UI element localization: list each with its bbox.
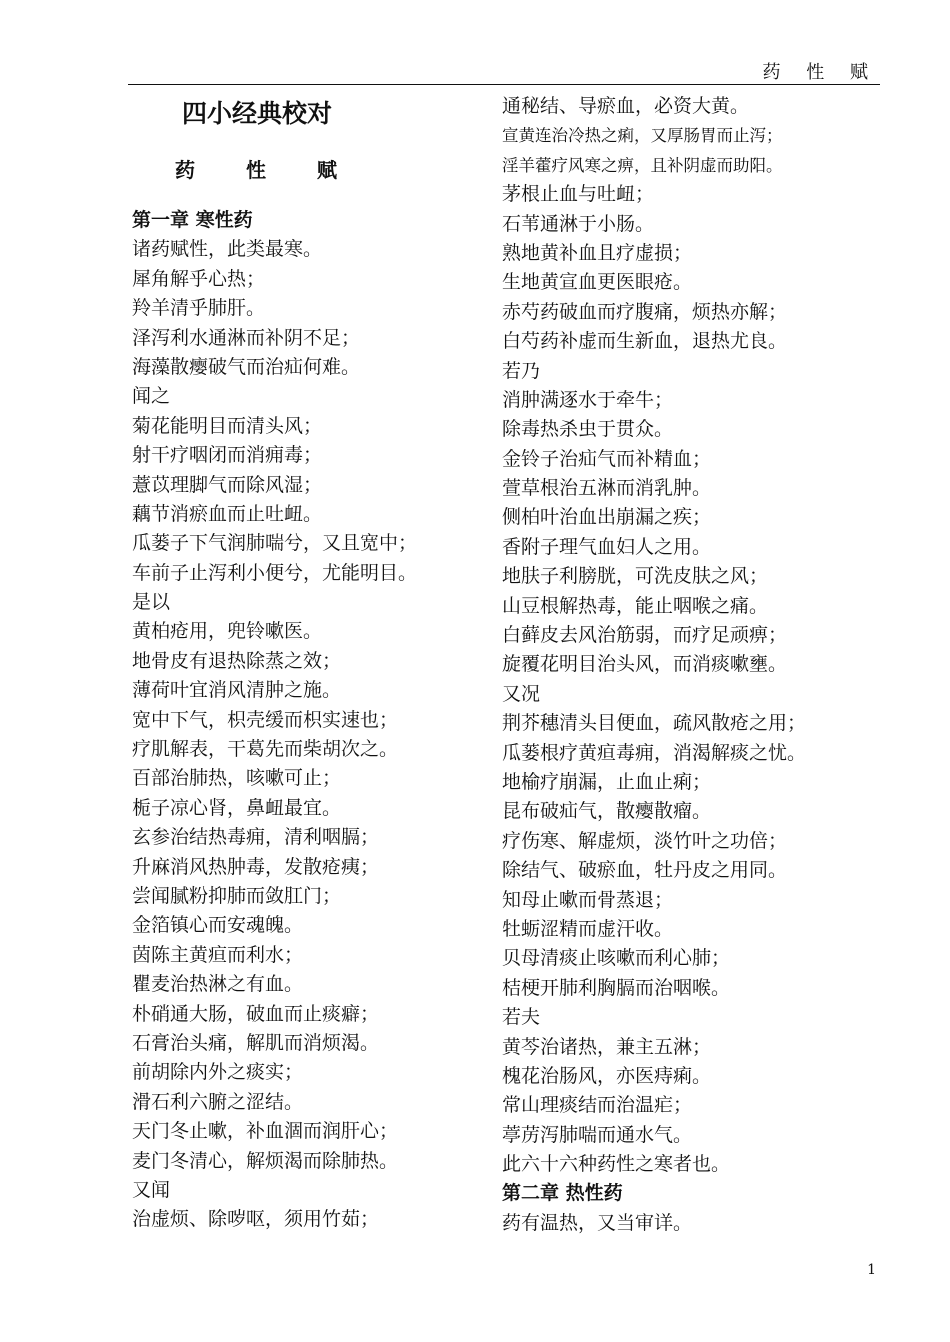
text-line: 石苇通淋于小肠。 bbox=[502, 212, 655, 235]
text-line: 除毒热杀虫于贯众。 bbox=[502, 418, 674, 441]
text-line: 熟地黄补血且疗虚损； bbox=[502, 241, 693, 264]
text-line: 槐花治肠风，亦医痔痢。 bbox=[502, 1064, 712, 1087]
text-line: 消肿满逐水于牵牛； bbox=[502, 388, 674, 411]
text-line: 栀子凉心肾，鼻衄最宜。 bbox=[132, 796, 342, 819]
text-line: 麦门冬清心，解烦渴而除肺热。 bbox=[132, 1149, 399, 1172]
text-line: 又况 bbox=[502, 682, 541, 705]
text-line: 犀角解乎心热； bbox=[132, 267, 266, 290]
text-line: 宣黄连治冷热之痢，又厚肠胃而止泻； bbox=[502, 126, 783, 146]
text-line: 若乃 bbox=[502, 359, 541, 382]
text-line: 若夫 bbox=[502, 1006, 541, 1029]
document-title: 四小经典校对 bbox=[181, 99, 332, 128]
text-line: 黄芩治诸热，兼主五淋； bbox=[502, 1035, 712, 1058]
text-line: 石膏治头痛，解肌而消烦渴。 bbox=[132, 1031, 380, 1054]
page-number: 1 bbox=[867, 1262, 876, 1278]
text-line: 山豆根解热毒，能止咽喉之痛。 bbox=[502, 594, 769, 617]
text-line: 闻之 bbox=[132, 385, 171, 408]
left-column bbox=[132, 92, 482, 1235]
text-line: 此六十六种药性之寒者也。 bbox=[502, 1153, 731, 1176]
text-line: 桔梗开肺利胸膈而治咽喉。 bbox=[502, 976, 731, 999]
spacer bbox=[132, 190, 482, 206]
text-line: 生地黄宣血更医眼疮。 bbox=[502, 271, 693, 294]
text-line: 金铃子治疝气而补精血； bbox=[502, 447, 712, 470]
text-line: 百部治肺热，咳嗽可止； bbox=[132, 767, 342, 790]
running-header: 药 性 赋 bbox=[762, 62, 878, 83]
header-rule bbox=[128, 84, 880, 85]
text-line: 侧柏叶治血出崩漏之疾； bbox=[502, 506, 712, 529]
text-line: 是以 bbox=[132, 591, 171, 614]
text-line: 升麻消风热肿毒，发散疮痍； bbox=[132, 855, 380, 878]
text-line: 玄参治结热毒痈，清利咽膈； bbox=[132, 826, 380, 849]
text-line: 地骨皮有退热除蒸之效； bbox=[132, 649, 342, 672]
chapter-heading-2: 第二章 热性药 bbox=[502, 1182, 623, 1205]
text-line: 薄荷叶宜消风清肿之施。 bbox=[132, 679, 342, 702]
text-line: 荆芥穗清头目便血，疏风散疮之用； bbox=[502, 712, 807, 735]
text-line: 尝闻腻粉抑肺而敛肛门； bbox=[132, 884, 342, 907]
text-line: 瓜蒌根疗黄疸毒痈，消渴解痰之忧。 bbox=[502, 741, 807, 764]
text-line: 白芍药补虚而生新血，退热尤良。 bbox=[502, 330, 788, 353]
left-text-lines bbox=[132, 235, 482, 1234]
text-line: 疗肌解表，干葛先而柴胡次之。 bbox=[132, 738, 399, 761]
right-text-lines bbox=[502, 92, 882, 1179]
right-after-chapter-lines bbox=[502, 1209, 882, 1238]
text-line: 泽泻利水通淋而补阴不足； bbox=[132, 326, 361, 349]
text-line: 茵陈主黄疸而利水； bbox=[132, 943, 304, 966]
text-line: 藕节消瘀血而止吐衄。 bbox=[132, 502, 323, 525]
text-line: 瞿麦治热淋之有血。 bbox=[132, 973, 304, 996]
text-line: 羚羊清乎肺肝。 bbox=[132, 297, 266, 320]
text-line: 贝母清痰止咳嗽而利心肺； bbox=[502, 947, 731, 970]
text-line: 药有温热，又当审详。 bbox=[502, 1211, 693, 1234]
text-line: 知母止嗽而骨蒸退； bbox=[502, 888, 674, 911]
text-line: 茅根止血与吐衄； bbox=[502, 183, 655, 206]
text-line: 疗伤寒、解虚烦，淡竹叶之功倍； bbox=[502, 829, 788, 852]
text-line: 旋覆花明目治头风，而消痰嗽壅。 bbox=[502, 653, 788, 676]
text-line: 菊花能明目而清头风； bbox=[132, 414, 323, 437]
text-line: 香附子理气血妇人之用。 bbox=[502, 535, 712, 558]
text-line: 通秘结、导瘀血，必资大黄。 bbox=[502, 95, 750, 117]
text-line: 薏苡理脚气而除风湿； bbox=[132, 473, 323, 496]
text-line: 常山理痰结而治温疟； bbox=[502, 1094, 693, 1117]
text-line: 瓜蒌子下气润肺喘兮，又且宽中； bbox=[132, 532, 418, 555]
text-line: 治虚烦、除哕呕，须用竹茹； bbox=[132, 1208, 380, 1231]
text-line: 牡蛎涩精而虚汗收。 bbox=[502, 917, 674, 940]
text-line: 除结气、破瘀血，牡丹皮之用同。 bbox=[502, 859, 788, 882]
text-line: 地肤子利膀胱，可洗皮肤之风； bbox=[502, 565, 769, 588]
text-line: 昆布破疝气，散瘿散瘤。 bbox=[502, 800, 712, 823]
text-line: 金箔镇心而安魂魄。 bbox=[132, 914, 304, 937]
right-column bbox=[502, 92, 882, 1238]
text-line: 葶苈泻肺喘而通水气。 bbox=[502, 1123, 693, 1146]
text-line: 车前子止泻利小便兮，尤能明目。 bbox=[132, 561, 418, 584]
section-title: 药 性 赋 bbox=[175, 158, 359, 182]
text-line: 白藓皮去风治筋弱，而疗足顽痹； bbox=[502, 624, 788, 647]
text-line: 赤芍药破血而疗腹痛，烦热亦解； bbox=[502, 300, 788, 323]
text-line: 滑石利六腑之涩结。 bbox=[132, 1090, 304, 1113]
text-line: 海藻散瘿破气而治疝何难。 bbox=[132, 355, 361, 378]
text-line: 宽中下气，枳壳缓而枳实速也； bbox=[132, 708, 399, 731]
text-line: 黄柏疮用，兜铃嗽医。 bbox=[132, 620, 323, 643]
chapter-heading: 第一章 寒性药 bbox=[132, 209, 253, 231]
text-line: 又闻 bbox=[132, 1178, 171, 1201]
text-line: 淫羊藿疗风寒之痹，且补阴虚而助阳。 bbox=[502, 155, 783, 175]
text-line: 朴硝通大肠，破血而止痰癖； bbox=[132, 1002, 380, 1025]
text-line: 前胡除内外之痰实； bbox=[132, 1061, 304, 1084]
text-line: 地榆疗崩漏，止血止痢； bbox=[502, 770, 712, 793]
text-line: 萱草根治五淋而消乳肿。 bbox=[502, 477, 712, 500]
text-line: 诸药赋性，此类最寒。 bbox=[132, 238, 323, 261]
text-line: 天门冬止嗽，补血涸而润肝心； bbox=[132, 1120, 399, 1143]
text-line: 射干疗咽闭而消痈毒； bbox=[132, 444, 323, 467]
